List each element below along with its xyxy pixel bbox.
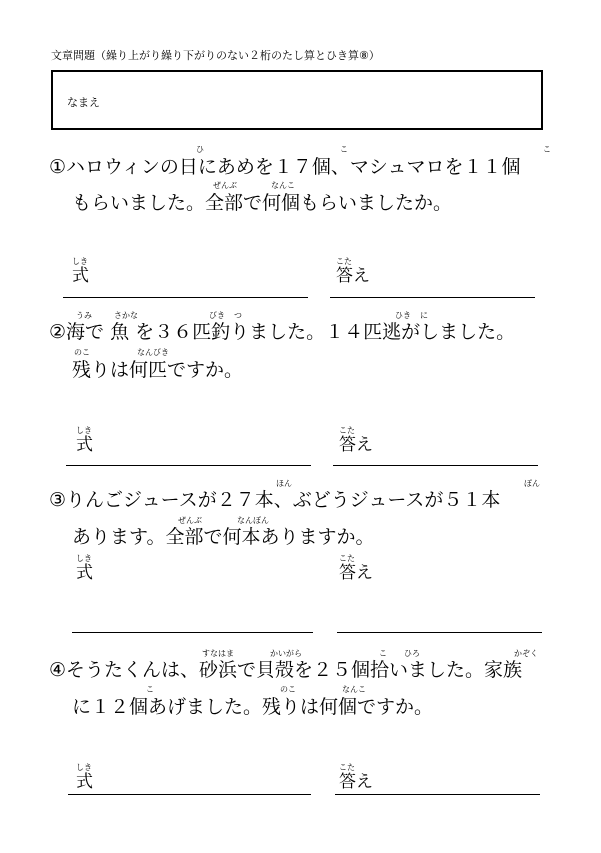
name-label: なまえ [67, 96, 100, 109]
problem-text-line: もらいました。全部で何個もらいましたか。 [72, 192, 453, 214]
formula-label: 式 [76, 772, 93, 792]
ruby: ぜんぶ [213, 181, 237, 190]
ruby: なんびき [137, 348, 169, 357]
answer-label: 答え [339, 772, 373, 792]
formula-answer-line[interactable] [72, 632, 313, 633]
problem-text-line: ②海で 魚 を３６匹釣りました。１４匹逃がしました。 [49, 321, 516, 343]
ruby: さかな [114, 311, 138, 320]
ruby: なんこ [271, 181, 295, 190]
formula-label: 式 [72, 266, 89, 286]
answer-label: 答え [336, 266, 370, 286]
formula-label: 式 [76, 435, 93, 455]
formula-ruby: しき [72, 257, 88, 266]
problem-text-line: あります。全部で何本ありますか。 [72, 526, 375, 548]
answer-ruby: こた [339, 554, 355, 563]
formula-answer-line[interactable] [68, 794, 311, 795]
formula-answer-line[interactable] [66, 465, 311, 466]
problem-text-line: に１２個あげました。残りは何個ですか。 [72, 696, 434, 718]
ruby: こ [340, 145, 348, 154]
problem-text-line: ④そうたくんは、砂浜で貝殻を２５個拾いました。家族 [49, 659, 523, 681]
ruby: ぜんぶ [178, 516, 202, 525]
problem-text-line: ①ハロウィンの日にあめを１７個、マシュマロを１１個 [49, 156, 521, 178]
answer-label: 答え [339, 435, 373, 455]
ruby: に [420, 311, 428, 320]
answer-label: 答え [339, 563, 373, 583]
answer-line[interactable] [330, 297, 535, 298]
ruby: つ [234, 311, 242, 320]
ruby: ぽん [524, 479, 540, 488]
answer-line[interactable] [333, 465, 538, 466]
ruby: こ [379, 649, 387, 658]
ruby: かぞく [514, 649, 538, 658]
ruby: びき [209, 311, 225, 320]
ruby: こ [543, 145, 551, 154]
formula-ruby: しき [76, 763, 92, 772]
answer-ruby: こた [339, 426, 355, 435]
ruby: ひき [395, 311, 411, 320]
ruby: すなはま [202, 649, 234, 658]
formula-answer-line[interactable] [63, 297, 308, 298]
formula-ruby: しき [76, 426, 92, 435]
ruby: のこ [280, 685, 296, 694]
ruby: かいがら [270, 649, 302, 658]
name-box[interactable] [51, 70, 543, 130]
ruby: なんこ [342, 685, 366, 694]
answer-ruby: こた [336, 257, 352, 266]
answer-line[interactable] [335, 794, 540, 795]
answer-ruby: こた [339, 763, 355, 772]
ruby: こ [146, 685, 154, 694]
ruby: うみ [76, 311, 92, 320]
ruby: のこ [74, 348, 90, 357]
ruby: なんぼん [237, 516, 269, 525]
problem-text-line: ③りんごジュースが２７本、ぶどうジュースが５１本 [49, 489, 501, 511]
answer-line[interactable] [337, 632, 542, 633]
worksheet-title: 文章問題（繰り上がり繰り下がりのない２桁のたし算とひき算⑧） [51, 49, 380, 62]
ruby: ほん [276, 479, 292, 488]
formula-label: 式 [76, 563, 93, 583]
formula-ruby: しき [76, 554, 92, 563]
ruby: ひ [196, 145, 204, 154]
ruby: ひろ [404, 649, 420, 658]
problem-text-line: 残りは何匹ですか。 [72, 359, 244, 381]
